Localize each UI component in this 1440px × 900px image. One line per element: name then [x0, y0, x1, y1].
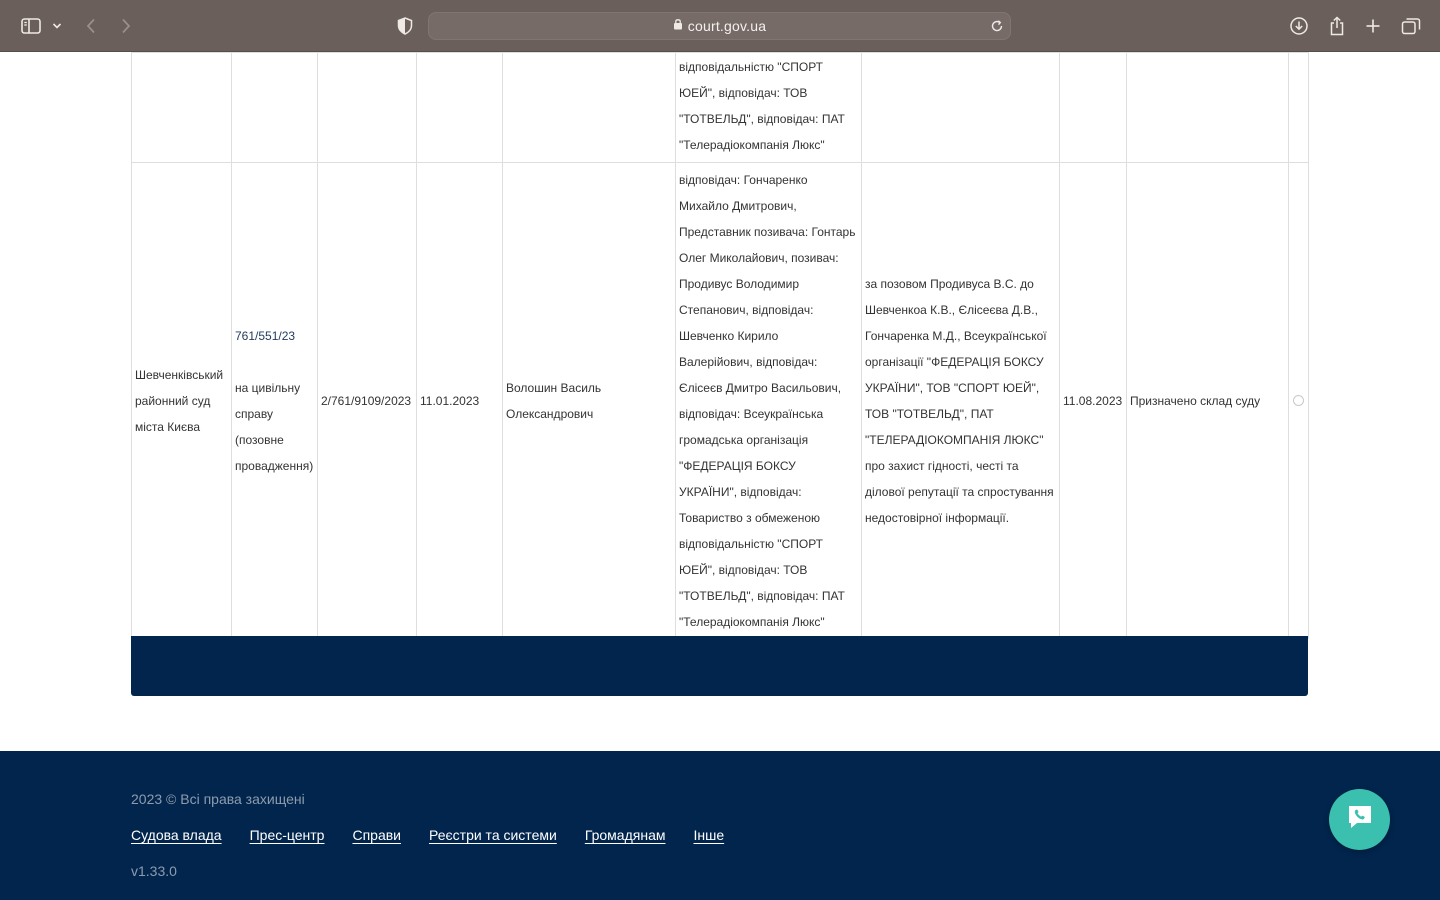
- subject-line: про захист гідності, честі та: [865, 458, 1019, 473]
- parties-cell: [676, 163, 862, 639]
- table-cell: [318, 53, 417, 163]
- parties-line: "ТОТВЕЛЬД", відповідач: ПАТ: [679, 588, 845, 603]
- address-bar[interactable]: [428, 12, 1011, 40]
- footer-link-judiciary[interactable]: Судова влада: [131, 827, 222, 843]
- table-cell: [1289, 53, 1309, 163]
- subject-line: Шевченкоа К.В., Єлісеєва Д.В.,: [865, 302, 1038, 317]
- court-line: районний суд: [135, 393, 211, 408]
- parties-line: "ФЕДЕРАЦІЯ БОКСУ: [679, 458, 796, 473]
- table-cell: [1127, 53, 1289, 163]
- select-cell: [1289, 163, 1309, 639]
- parties-line: Шевченко Кирило: [679, 328, 779, 343]
- subject-line: ТОВ "ТОТВЕЛЬД", ПАТ: [865, 406, 994, 421]
- tabs-icon[interactable]: [1399, 14, 1423, 38]
- court-line: Шевченківський: [135, 367, 224, 382]
- court-cell: [132, 163, 232, 639]
- subject-line: ділової репутації та спростування: [865, 484, 1054, 499]
- footer-link-cases[interactable]: Справи: [352, 827, 401, 843]
- parties-line: відповідальністю "СПОРТ: [679, 536, 823, 551]
- judge-line: Волошин Василь: [506, 380, 602, 395]
- case-type-line: (позовне: [235, 432, 284, 447]
- table-cell: [1060, 53, 1127, 163]
- parties-line: "Телерадіокомпанія Люкс": [679, 138, 825, 152]
- back-icon[interactable]: [79, 14, 103, 38]
- row-select-radio[interactable]: [1293, 395, 1304, 406]
- shield-icon[interactable]: [393, 14, 417, 38]
- case-type-line: провадження): [235, 458, 314, 473]
- chevron-down-icon[interactable]: [45, 14, 69, 38]
- parties-line: Валерійович, відповідач:: [679, 354, 818, 369]
- subject-line: УКРАЇНИ", ТОВ "СПОРТ ЮЕЙ",: [865, 380, 1040, 395]
- parties-line: "ТОТВЕЛЬД", відповідач: ПАТ: [679, 112, 845, 126]
- table-cell: [132, 53, 232, 163]
- subject-cell: [862, 163, 1060, 639]
- download-icon[interactable]: [1287, 14, 1311, 38]
- registration-number-cell: 2/761/9109/2023: [318, 163, 417, 639]
- subject-line: Гончаренка М.Д., Всеукраїнської: [865, 328, 1047, 343]
- table-cell: [417, 53, 503, 163]
- share-icon[interactable]: [1325, 14, 1349, 38]
- parties-line: Михайло Дмитрович,: [679, 198, 797, 213]
- subject-line: організації "ФЕДЕРАЦІЯ БОКСУ: [865, 354, 1044, 369]
- judge-line: Олександрович: [506, 406, 594, 421]
- table-row: [132, 53, 1309, 163]
- parties-line: УКРАЇНИ", відповідач:: [679, 484, 802, 499]
- court-line: міста Києва: [135, 419, 201, 434]
- sidebar-icon[interactable]: [19, 14, 43, 38]
- status-cell: Призначено склад суду: [1127, 163, 1289, 639]
- registration-date-cell: 11.01.2023: [417, 163, 503, 639]
- table-bottom-bar: [131, 636, 1308, 696]
- browser-toolbar: [0, 0, 1440, 52]
- footer-links: [131, 827, 724, 843]
- parties-line: ЮЕЙ", відповідач: ТОВ: [679, 562, 808, 577]
- parties-line: Олег Миколайович, позивач:: [679, 250, 839, 265]
- table-cell: [503, 53, 676, 163]
- parties-line: Продивус Володимир: [679, 276, 800, 291]
- cases-table-wrapper: [131, 52, 1308, 639]
- phone-chat-icon: [1345, 802, 1375, 837]
- footer-link-citizens[interactable]: Громадянам: [584, 827, 666, 843]
- url-text: court.gov.ua: [687, 18, 767, 34]
- copyright-text: 2023 © Всі права захищені: [131, 791, 305, 807]
- event-date-cell: 11.08.2023: [1060, 163, 1127, 639]
- footer-link-press-center[interactable]: Прес-центр: [249, 827, 325, 843]
- case-type-line: справу: [235, 406, 273, 421]
- plus-icon[interactable]: [1361, 14, 1385, 38]
- parties-line: Єлісеєв Дмитро Васильович,: [679, 380, 842, 395]
- parties-line: ЮЕЙ", відповідач: ТОВ: [679, 86, 808, 100]
- parties-line: відповідач: Всеукраїнська: [679, 406, 824, 421]
- parties-line: Степанович, відповідач:: [679, 302, 814, 317]
- table-row: [132, 163, 1309, 639]
- parties-line: відповідальністю "СПОРТ: [679, 60, 823, 74]
- parties-line: громадська організація: [679, 432, 809, 447]
- subject-line: за позовом Продивуса В.С. до: [865, 276, 1034, 291]
- forward-icon[interactable]: [114, 14, 138, 38]
- case-cell: [232, 163, 318, 639]
- case-number-link[interactable]: 761/551/23: [235, 328, 296, 343]
- reload-icon[interactable]: [990, 19, 1004, 38]
- subject-line: недостовірної інформації.: [865, 510, 1010, 525]
- parties-line: Товариство з обмеженою: [679, 510, 821, 525]
- table-cell: [232, 53, 318, 163]
- footer-link-registries[interactable]: Реєстри та системи: [429, 827, 557, 843]
- parties-line: "Телерадіокомпанія Люкс": [679, 614, 825, 629]
- lock-icon: [673, 17, 683, 35]
- footer-link-other[interactable]: Інше: [693, 827, 725, 843]
- case-type-line: на цивільну: [235, 380, 301, 395]
- cases-table: [131, 52, 1309, 639]
- version-text: v1.33.0: [131, 863, 177, 879]
- parties-line: відповідач: Гончаренко: [679, 172, 808, 187]
- parties-cell: [676, 53, 862, 163]
- subject-line: "ТЕЛЕРАДІОКОМПАНІЯ ЛЮКС": [865, 432, 1044, 447]
- table-cell: [862, 53, 1060, 163]
- parties-line: Представник позивача: Гонтарь: [679, 224, 856, 239]
- judge-cell: [503, 163, 676, 639]
- chat-support-button[interactable]: [1329, 789, 1390, 850]
- site-footer: [0, 751, 1440, 900]
